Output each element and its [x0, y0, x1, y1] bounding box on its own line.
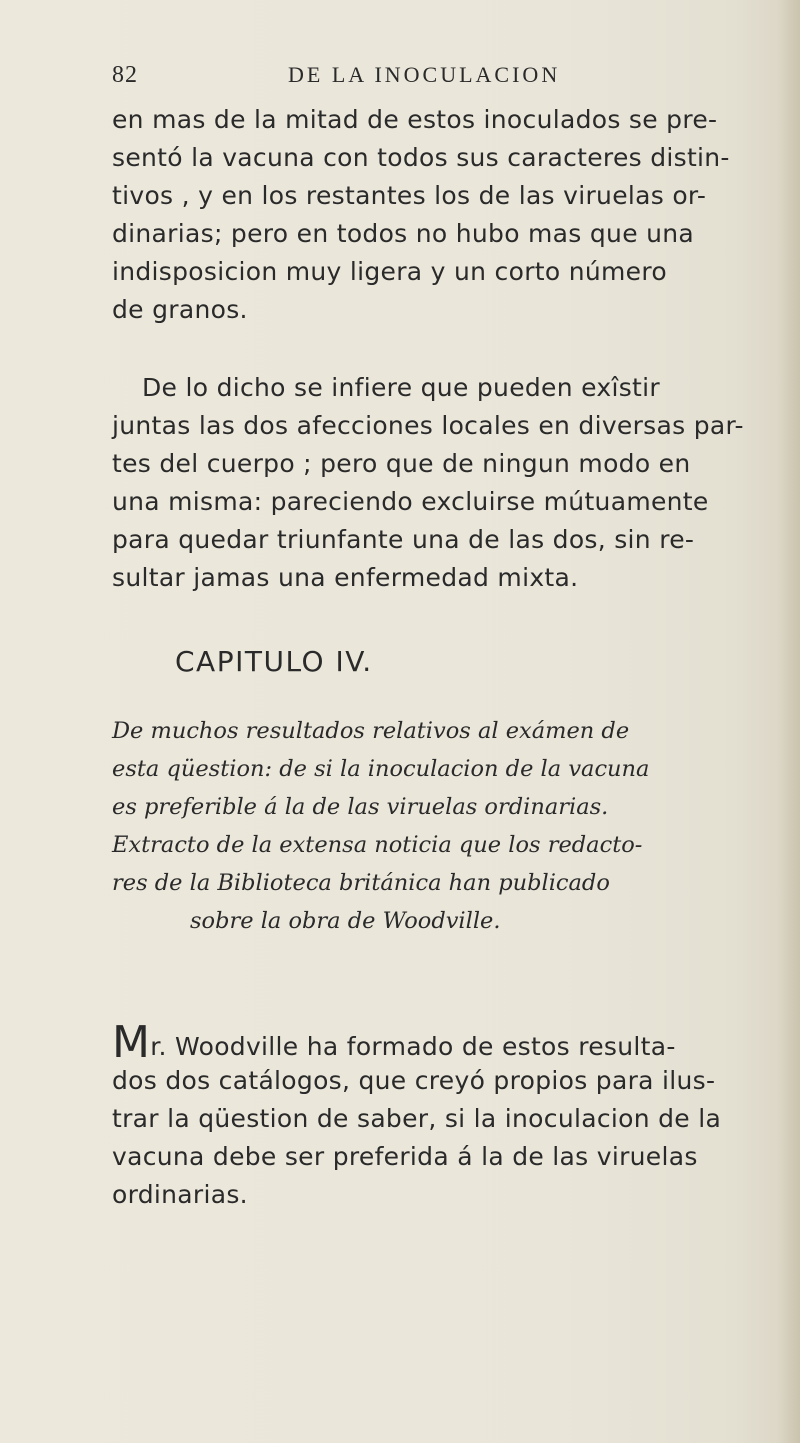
text-line: sentó la vacuna con todos sus caracteres distin- — [112, 143, 730, 172]
text-line: ordinarias. — [112, 1180, 248, 1209]
chapter-title: CAPITULO IV. — [175, 645, 373, 678]
paragraph-3 — [112, 1017, 722, 1214]
text-line: sultar jamas una enfermedad mixta. — [112, 563, 579, 592]
text-line: vacuna debe ser preferida á la de las viruelas — [112, 1142, 698, 1171]
text-line: en mas de la mitad de estos inoculados se pre- — [112, 105, 718, 134]
text-line: dos dos catálogos, que creyó propios para ilus- — [112, 1066, 716, 1095]
summary-line: res de la Biblioteca británica han publicado — [112, 870, 610, 896]
text-line-first — [112, 1017, 712, 1068]
paragraph-2 — [112, 369, 744, 597]
summary-line: sobre la obra de Woodville. — [190, 908, 501, 934]
text-line: tes del cuerpo ; pero que de ningun modo en — [112, 449, 691, 478]
text-line: dinarias; pero en todos no hubo mas que una — [112, 219, 695, 248]
summary-line: esta qüestion: de si la inoculacion de la vacuna — [112, 756, 650, 782]
running-head: DE LA INOCULACION — [288, 62, 561, 87]
summary-line: Extracto de la extensa noticia que los redacto- — [112, 832, 643, 858]
summary-line: De muchos resultados relativos al exámen de — [112, 718, 630, 744]
chapter-summary — [112, 712, 712, 940]
text-line: una misma: pareciendo excluirse mútuamente — [112, 487, 709, 516]
page-number: 82 — [112, 62, 138, 88]
text-line: juntas las dos afecciones locales en diversas par- — [112, 411, 744, 440]
text-line: trar la qüestion de saber, si la inoculacion de la — [112, 1104, 722, 1133]
text-line: De lo dicho se infiere que pueden exîstir — [142, 373, 660, 402]
text-line: de granos. — [112, 295, 248, 324]
summary-line: es preferible á la de las viruelas ordinarias. — [112, 794, 609, 820]
paragraph-1 — [112, 101, 730, 329]
text-line: tivos , y en los restantes los de las viruelas or- — [112, 181, 707, 210]
first-line-text: r. Woodville ha formado de estos resulta- — [150, 1032, 676, 1061]
page-edge-shadow — [778, 0, 800, 1443]
drop-cap: M — [112, 1017, 151, 1068]
text-line: para quedar triunfante una de las dos, sin re- — [112, 525, 695, 554]
text-line: indisposicion muy ligera y un corto número — [112, 257, 667, 286]
page-header — [112, 62, 708, 96]
